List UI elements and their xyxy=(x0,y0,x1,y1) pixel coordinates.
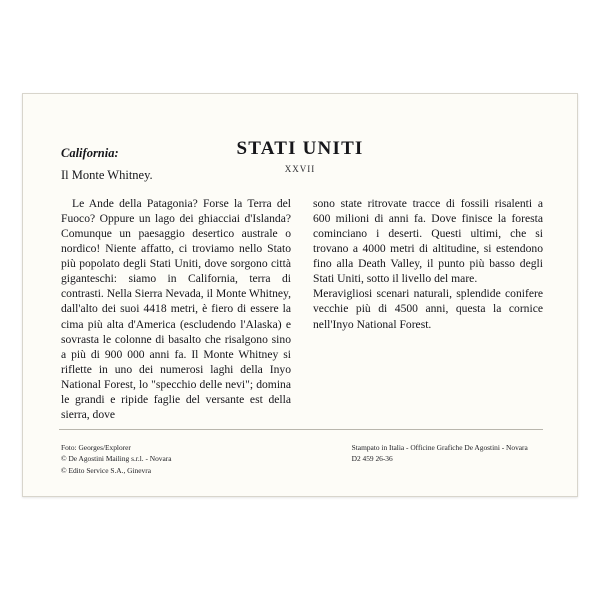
body-columns xyxy=(61,196,543,422)
body-paragraph: Le Ande della Patagonia? Forse la Terra del Fuoco? Oppure un lago dei ghiacciai d'Islanda? Comunque un paesaggio desertico australe o nordico! Niente affatto, ci troviamo nello Stato più popolato degli Stati Uniti, dove sorgono città giganteschi: siamo in California, terra di contrasti. Nella Sierra Nevada, il Monte Whitney, dall'alto dei suoi 4418 metri, è fiero di essere la cima più alta d'America (escludendo l'Alaska) e sovrasta le colonne di basalto che risalgono sino a più di 900 000 anni fa. Il Monte Whitney si riflette in uno dei numerosi laghi della Inyo National Forest, lo "specchio delle nevi"; domina le grandi e ripide faglie del versante est della sierra, dove xyxy=(61,197,291,421)
footer-divider xyxy=(59,429,543,430)
body-column-left xyxy=(61,196,291,422)
footer xyxy=(61,442,543,476)
footer-credits xyxy=(61,442,312,476)
region-block xyxy=(61,146,241,183)
page-number: XXVII xyxy=(284,164,316,174)
copyright-line-2: © Edito Service S.A., Ginevra xyxy=(61,465,151,475)
region-subject: Il Monte Whitney. xyxy=(61,168,153,182)
postcard-content xyxy=(39,108,561,484)
page-title: STATI UNITI xyxy=(236,138,364,159)
photo-credit: Foto: Georges/Explorer xyxy=(61,442,131,452)
print-line: Stampato in Italia - Officine Grafiche De Agostini - Novara xyxy=(351,442,528,452)
catalog-code: D2 459 26-36 xyxy=(351,454,393,464)
postcard-back xyxy=(22,93,578,497)
region-name: California: xyxy=(61,146,119,160)
copyright-line-1: © De Agostini Mailing s.r.l. - Novara xyxy=(61,454,172,464)
body-column-right xyxy=(313,196,543,422)
footer-print-info xyxy=(312,442,543,476)
body-paragraph: sono state ritrovate tracce di fossili risalenti a 600 milioni di anni fa. Dove finisce la foresta cominciano i deserti. Questi ultimi, che si trovano a 4000 metri di altitudine, si estendono fino alla Death Valley, il punto più basso degli Stati Uniti, sotto il livello del mare. xyxy=(313,197,543,286)
body-paragraph: Meravigliosi scenari naturali, splendide conifere vecchie più di 4500 anni, questa la cornice nell'Inyo National Forest. xyxy=(313,287,543,331)
